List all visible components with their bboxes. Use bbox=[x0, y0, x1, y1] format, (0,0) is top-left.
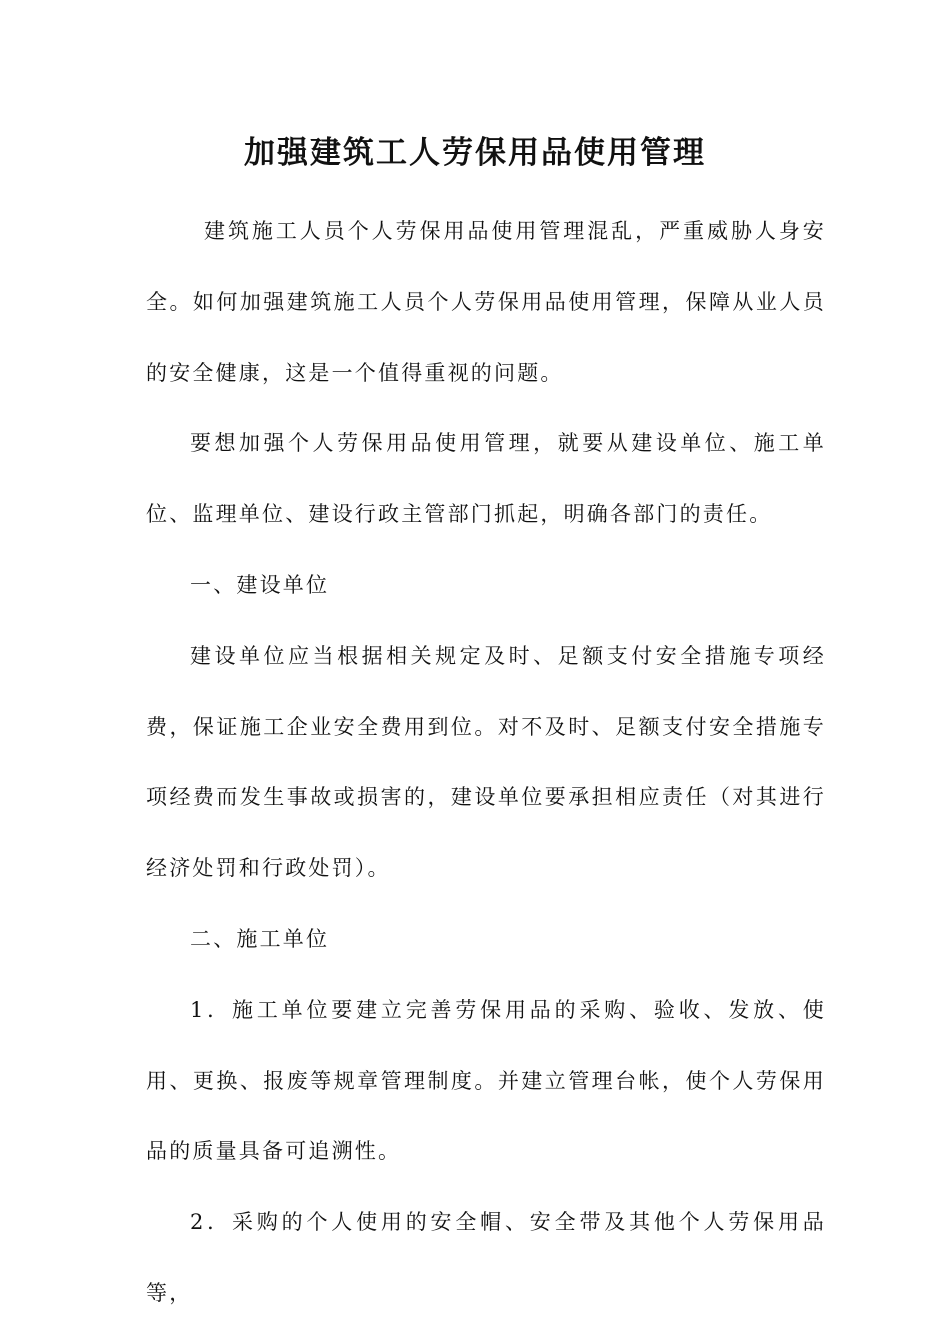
section-heading-construction-unit: 一、建设单位 bbox=[190, 572, 330, 597]
paragraph-intro: 建筑施工人员个人劳保用品使用管理混乱，严重威胁人身安全。如何加强建筑施工人员个人劳保用品使用管理，保障从业人员的安全健康，这是一个值得重视的问题。 bbox=[146, 219, 826, 385]
document-title: 加强建筑工人劳保用品使用管理 bbox=[244, 135, 706, 171]
section-heading-contractor: 二、施工单位 bbox=[190, 926, 330, 951]
paragraph-construction-unit: 建设单位应当根据相关规定及时、足额支付安全措施专项经费，保证施工企业安全费用到位。对不及时、足额支付安全措施专项经费而发生事故或损害的，建设单位要承担相应责任（对其进行经济处罚和行政处罚）。 bbox=[146, 643, 826, 881]
paragraph-contractor-item-2: 2．采购的个人使用的安全帽、安全带及其他个人劳保用品等， bbox=[146, 1210, 826, 1305]
paragraph-responsibility: 要想加强个人劳保用品使用管理，就要从建设单位、施工单位、监理单位、建设行政主管部门抓起，明确各部门的责任。 bbox=[146, 431, 826, 527]
paragraph-contractor-item-1: 1．施工单位要建立完善劳保用品的采购、验收、发放、使用、更换、报废等规章管理制度。并建立管理台帐，使个人劳保用品的质量具备可追溯性。 bbox=[146, 997, 826, 1164]
document-body bbox=[146, 196, 826, 1329]
